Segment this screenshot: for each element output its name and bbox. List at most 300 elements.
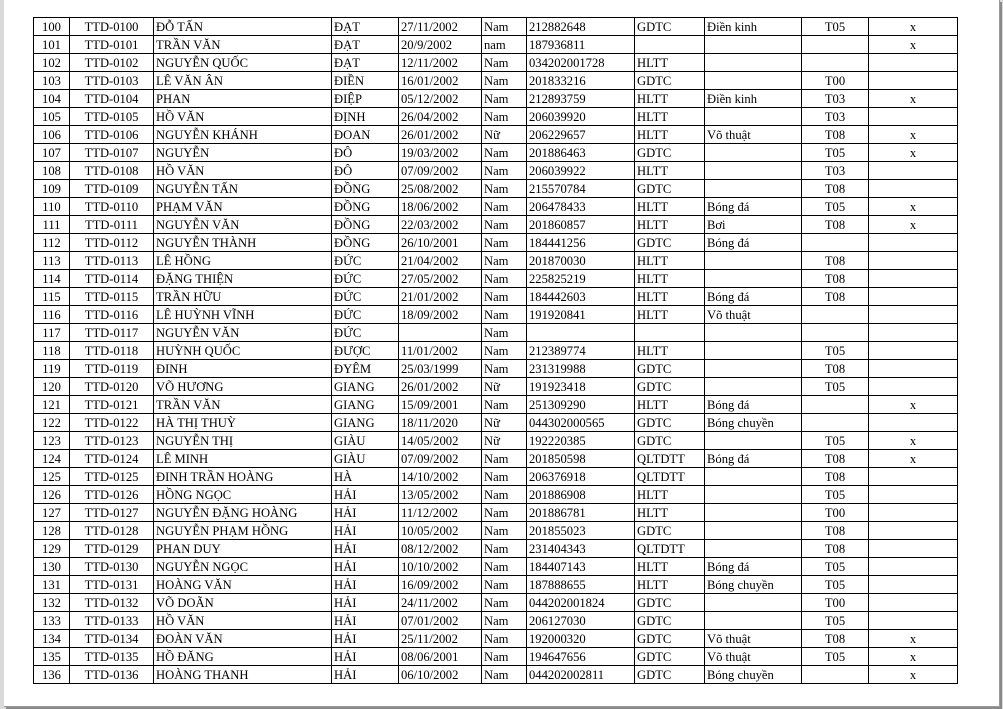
- student-code-cell: TTD-0117: [70, 324, 154, 342]
- first-name-cell: ĐƯỢC: [332, 342, 399, 360]
- student-code-cell: TTD-0127: [70, 504, 154, 522]
- sport-cell: [705, 72, 802, 90]
- group-cell: T08: [802, 270, 869, 288]
- student-code-cell: TTD-0122: [70, 414, 154, 432]
- table-row: [34, 108, 958, 126]
- first-name-cell: GIANG: [332, 396, 399, 414]
- major-cell: HLTT: [635, 486, 705, 504]
- major-cell: HLTT: [635, 54, 705, 72]
- sport-cell: [705, 522, 802, 540]
- first-name-cell: HÀ: [332, 468, 399, 486]
- student-code-cell: TTD-0101: [70, 36, 154, 54]
- sport-cell: [705, 54, 802, 72]
- student-code-cell: TTD-0113: [70, 252, 154, 270]
- student-code-cell: TTD-0109: [70, 180, 154, 198]
- last-name-cell: VÕ DOÃN: [154, 594, 332, 612]
- index-cell: 114: [34, 270, 70, 288]
- table-row: [34, 306, 958, 324]
- student-code-cell: TTD-0133: [70, 612, 154, 630]
- student-code-cell: TTD-0129: [70, 540, 154, 558]
- index-cell: 118: [34, 342, 70, 360]
- gender-cell: Nam: [482, 54, 527, 72]
- table-row: [34, 342, 958, 360]
- table-row: [34, 144, 958, 162]
- gender-cell: Nam: [482, 594, 527, 612]
- major-cell: HLTT: [635, 126, 705, 144]
- last-name-cell: LÊ MINH: [154, 450, 332, 468]
- student-code-cell: TTD-0107: [70, 144, 154, 162]
- index-cell: 107: [34, 144, 70, 162]
- mark-cell: x: [869, 144, 958, 162]
- mark-cell: x: [869, 432, 958, 450]
- last-name-cell: NGUYỄN QUỐC: [154, 54, 332, 72]
- major-cell: GDTC: [635, 666, 705, 684]
- table-row: [34, 450, 958, 468]
- group-cell: T05: [802, 648, 869, 666]
- id-number-cell: 192000320: [527, 630, 635, 648]
- index-cell: 121: [34, 396, 70, 414]
- first-name-cell: GIÀU: [332, 432, 399, 450]
- group-cell: T08: [802, 180, 869, 198]
- group-cell: [802, 324, 869, 342]
- group-cell: T08: [802, 360, 869, 378]
- id-number-cell: 191920841: [527, 306, 635, 324]
- student-code-cell: TTD-0131: [70, 576, 154, 594]
- mark-cell: [869, 612, 958, 630]
- birth-date-cell: 10/10/2002: [399, 558, 482, 576]
- group-cell: T08: [802, 540, 869, 558]
- student-code-cell: TTD-0123: [70, 432, 154, 450]
- index-cell: 129: [34, 540, 70, 558]
- sport-cell: Điền kinh: [705, 90, 802, 108]
- last-name-cell: ĐINH: [154, 360, 332, 378]
- group-cell: T08: [802, 252, 869, 270]
- table-row: [34, 594, 958, 612]
- birth-date-cell: 18/11/2020: [399, 414, 482, 432]
- id-number-cell: 206039920: [527, 108, 635, 126]
- student-code-cell: TTD-0115: [70, 288, 154, 306]
- major-cell: HLTT: [635, 90, 705, 108]
- gender-cell: Nữ: [482, 432, 527, 450]
- first-name-cell: GIANG: [332, 378, 399, 396]
- last-name-cell: HOÀNG THANH: [154, 666, 332, 684]
- mark-cell: x: [869, 666, 958, 684]
- last-name-cell: HOÀNG VĂN: [154, 576, 332, 594]
- gender-cell: Nam: [482, 648, 527, 666]
- birth-date-cell: 26/01/2002: [399, 126, 482, 144]
- mark-cell: x: [869, 90, 958, 108]
- gender-cell: nam: [482, 36, 527, 54]
- id-number-cell: 034202001728: [527, 54, 635, 72]
- birth-date-cell: 07/09/2002: [399, 162, 482, 180]
- id-number-cell: 044202002811: [527, 666, 635, 684]
- index-cell: 123: [34, 432, 70, 450]
- sport-cell: Võ thuật: [705, 126, 802, 144]
- last-name-cell: NGUYỄN PHẠM HỒNG: [154, 522, 332, 540]
- mark-cell: [869, 252, 958, 270]
- index-cell: 108: [34, 162, 70, 180]
- mark-cell: [869, 576, 958, 594]
- mark-cell: x: [869, 396, 958, 414]
- gender-cell: Nam: [482, 558, 527, 576]
- sport-cell: [705, 108, 802, 126]
- birth-date-cell: 08/12/2002: [399, 540, 482, 558]
- last-name-cell: HUỲNH QUỐC: [154, 342, 332, 360]
- last-name-cell: ĐOÀN VĂN: [154, 630, 332, 648]
- gender-cell: Nam: [482, 144, 527, 162]
- group-cell: T08: [802, 288, 869, 306]
- mark-cell: [869, 306, 958, 324]
- student-code-cell: TTD-0124: [70, 450, 154, 468]
- first-name-cell: HẢI: [332, 666, 399, 684]
- gender-cell: Nam: [482, 288, 527, 306]
- mark-cell: [869, 504, 958, 522]
- major-cell: QLTDTT: [635, 540, 705, 558]
- first-name-cell: ĐYÊM: [332, 360, 399, 378]
- id-number-cell: 212882648: [527, 18, 635, 36]
- first-name-cell: ĐỨC: [332, 270, 399, 288]
- birth-date-cell: 25/11/2002: [399, 630, 482, 648]
- birth-date-cell: 06/10/2002: [399, 666, 482, 684]
- student-code-cell: TTD-0111: [70, 216, 154, 234]
- index-cell: 125: [34, 468, 70, 486]
- major-cell: GDTC: [635, 522, 705, 540]
- gender-cell: Nam: [482, 306, 527, 324]
- major-cell: [635, 324, 705, 342]
- index-cell: 122: [34, 414, 70, 432]
- sport-cell: [705, 252, 802, 270]
- mark-cell: [869, 324, 958, 342]
- birth-date-cell: 25/03/1999: [399, 360, 482, 378]
- birth-date-cell: 16/01/2002: [399, 72, 482, 90]
- id-number-cell: 044302000565: [527, 414, 635, 432]
- first-name-cell: HẢI: [332, 504, 399, 522]
- first-name-cell: HẢI: [332, 630, 399, 648]
- group-cell: T00: [802, 594, 869, 612]
- major-cell: HLTT: [635, 288, 705, 306]
- sport-cell: [705, 144, 802, 162]
- student-code-cell: TTD-0105: [70, 108, 154, 126]
- major-cell: [635, 36, 705, 54]
- last-name-cell: NGUYỄN TẤN: [154, 180, 332, 198]
- birth-date-cell: 18/09/2002: [399, 306, 482, 324]
- table-row: [34, 162, 958, 180]
- table-row: [34, 234, 958, 252]
- first-name-cell: HẢI: [332, 558, 399, 576]
- last-name-cell: NGUYỄN KHÁNH: [154, 126, 332, 144]
- table-row: [34, 288, 958, 306]
- gender-cell: Nam: [482, 180, 527, 198]
- first-name-cell: HẢI: [332, 540, 399, 558]
- gender-cell: Nam: [482, 522, 527, 540]
- sport-cell: [705, 36, 802, 54]
- last-name-cell: HỒ VĂN: [154, 108, 332, 126]
- major-cell: HLTT: [635, 342, 705, 360]
- sport-cell: Bóng đá: [705, 234, 802, 252]
- gender-cell: Nam: [482, 342, 527, 360]
- birth-date-cell: 10/05/2002: [399, 522, 482, 540]
- group-cell: T08: [802, 126, 869, 144]
- sport-cell: Võ thuật: [705, 630, 802, 648]
- index-cell: 109: [34, 180, 70, 198]
- major-cell: GDTC: [635, 630, 705, 648]
- gender-cell: Nam: [482, 396, 527, 414]
- first-name-cell: HẢI: [332, 594, 399, 612]
- birth-date-cell: 24/11/2002: [399, 594, 482, 612]
- first-name-cell: ĐỨC: [332, 324, 399, 342]
- id-number-cell: 187936811: [527, 36, 635, 54]
- last-name-cell: ĐỖ TẤN: [154, 18, 332, 36]
- last-name-cell: PHẠM VĂN: [154, 198, 332, 216]
- group-cell: T08: [802, 450, 869, 468]
- table-row: [34, 558, 958, 576]
- major-cell: HLTT: [635, 198, 705, 216]
- last-name-cell: LÊ HUỲNH VĨNH: [154, 306, 332, 324]
- gender-cell: Nam: [482, 468, 527, 486]
- index-cell: 126: [34, 486, 70, 504]
- major-cell: HLTT: [635, 108, 705, 126]
- table-row: [34, 630, 958, 648]
- last-name-cell: NGUYỄN THỊ: [154, 432, 332, 450]
- gender-cell: Nam: [482, 486, 527, 504]
- student-code-cell: TTD-0130: [70, 558, 154, 576]
- gender-cell: Nam: [482, 666, 527, 684]
- table-row: [34, 54, 958, 72]
- last-name-cell: TRẦN VĂN: [154, 36, 332, 54]
- index-cell: 110: [34, 198, 70, 216]
- id-number-cell: 215570784: [527, 180, 635, 198]
- mark-cell: [869, 180, 958, 198]
- id-number-cell: 206376918: [527, 468, 635, 486]
- last-name-cell: NGUYỄN THÀNH: [154, 234, 332, 252]
- id-number-cell: 201886781: [527, 504, 635, 522]
- mark-cell: [869, 270, 958, 288]
- index-cell: 134: [34, 630, 70, 648]
- id-number-cell: 192220385: [527, 432, 635, 450]
- student-roster-table: [33, 17, 958, 684]
- student-code-cell: TTD-0118: [70, 342, 154, 360]
- table-row: [34, 126, 958, 144]
- gender-cell: Nữ: [482, 126, 527, 144]
- index-cell: 115: [34, 288, 70, 306]
- group-cell: [802, 234, 869, 252]
- sport-cell: [705, 612, 802, 630]
- sport-cell: Bóng đá: [705, 450, 802, 468]
- index-cell: 133: [34, 612, 70, 630]
- index-cell: 131: [34, 576, 70, 594]
- mark-cell: [869, 108, 958, 126]
- mark-cell: [869, 594, 958, 612]
- birth-date-cell: 12/11/2002: [399, 54, 482, 72]
- birth-date-cell: 13/05/2002: [399, 486, 482, 504]
- birth-date-cell: 26/04/2002: [399, 108, 482, 126]
- last-name-cell: LÊ VĂN ÂN: [154, 72, 332, 90]
- first-name-cell: HẢI: [332, 576, 399, 594]
- index-cell: 113: [34, 252, 70, 270]
- major-cell: HLTT: [635, 576, 705, 594]
- mark-cell: [869, 414, 958, 432]
- id-number-cell: 201886908: [527, 486, 635, 504]
- birth-date-cell: 14/10/2002: [399, 468, 482, 486]
- student-code-cell: TTD-0120: [70, 378, 154, 396]
- last-name-cell: NGUYỄN ĐẶNG HOÀNG: [154, 504, 332, 522]
- id-number-cell: 225825219: [527, 270, 635, 288]
- gender-cell: Nam: [482, 504, 527, 522]
- student-code-cell: TTD-0132: [70, 594, 154, 612]
- group-cell: T05: [802, 612, 869, 630]
- table-row: [34, 18, 958, 36]
- id-number-cell: 206127030: [527, 612, 635, 630]
- group-cell: T08: [802, 468, 869, 486]
- sport-cell: Điền kinh: [705, 18, 802, 36]
- id-number-cell: 212389774: [527, 342, 635, 360]
- major-cell: GDTC: [635, 72, 705, 90]
- group-cell: T05: [802, 144, 869, 162]
- table-row: [34, 486, 958, 504]
- gender-cell: Nam: [482, 612, 527, 630]
- sport-cell: [705, 486, 802, 504]
- first-name-cell: ĐIỀN: [332, 72, 399, 90]
- last-name-cell: HỒ VĂN: [154, 612, 332, 630]
- sport-cell: Bóng đá: [705, 558, 802, 576]
- id-number-cell: 201860857: [527, 216, 635, 234]
- sport-cell: [705, 432, 802, 450]
- major-cell: GDTC: [635, 360, 705, 378]
- birth-date-cell: 11/01/2002: [399, 342, 482, 360]
- first-name-cell: ĐOAN: [332, 126, 399, 144]
- major-cell: HLTT: [635, 558, 705, 576]
- index-cell: 136: [34, 666, 70, 684]
- student-code-cell: TTD-0126: [70, 486, 154, 504]
- group-cell: T05: [802, 18, 869, 36]
- last-name-cell: TRẦN HỮU: [154, 288, 332, 306]
- group-cell: T05: [802, 432, 869, 450]
- table-row: [34, 270, 958, 288]
- major-cell: GDTC: [635, 378, 705, 396]
- index-cell: 117: [34, 324, 70, 342]
- student-code-cell: TTD-0125: [70, 468, 154, 486]
- birth-date-cell: 11/12/2002: [399, 504, 482, 522]
- major-cell: GDTC: [635, 414, 705, 432]
- birth-date-cell: 18/06/2002: [399, 198, 482, 216]
- major-cell: HLTT: [635, 504, 705, 522]
- index-cell: 116: [34, 306, 70, 324]
- first-name-cell: ĐÔ: [332, 162, 399, 180]
- group-cell: [802, 414, 869, 432]
- gender-cell: Nam: [482, 234, 527, 252]
- mark-cell: [869, 162, 958, 180]
- first-name-cell: ĐẠT: [332, 18, 399, 36]
- birth-date-cell: 26/01/2002: [399, 378, 482, 396]
- index-cell: 105: [34, 108, 70, 126]
- id-number-cell: 194647656: [527, 648, 635, 666]
- group-cell: T00: [802, 72, 869, 90]
- first-name-cell: ĐỒNG: [332, 234, 399, 252]
- gender-cell: Nam: [482, 360, 527, 378]
- first-name-cell: ĐỨC: [332, 288, 399, 306]
- first-name-cell: GIÀU: [332, 450, 399, 468]
- student-code-cell: TTD-0116: [70, 306, 154, 324]
- last-name-cell: NGUYỄN: [154, 144, 332, 162]
- birth-date-cell: 20/9/2002: [399, 36, 482, 54]
- table-row: [34, 576, 958, 594]
- table-row: [34, 468, 958, 486]
- student-code-cell: TTD-0114: [70, 270, 154, 288]
- major-cell: HLTT: [635, 216, 705, 234]
- mark-cell: x: [869, 216, 958, 234]
- id-number-cell: 201870030: [527, 252, 635, 270]
- major-cell: GDTC: [635, 648, 705, 666]
- table-row: [34, 72, 958, 90]
- gender-cell: Nam: [482, 450, 527, 468]
- id-number-cell: 184407143: [527, 558, 635, 576]
- last-name-cell: TRẦN VĂN: [154, 396, 332, 414]
- sport-cell: Bóng đá: [705, 396, 802, 414]
- first-name-cell: ĐÔ: [332, 144, 399, 162]
- index-cell: 103: [34, 72, 70, 90]
- gender-cell: Nam: [482, 324, 527, 342]
- gender-cell: Nam: [482, 18, 527, 36]
- gender-cell: Nam: [482, 630, 527, 648]
- sport-cell: [705, 342, 802, 360]
- index-cell: 119: [34, 360, 70, 378]
- last-name-cell: HỒ ĐĂNG: [154, 648, 332, 666]
- table-row: [34, 36, 958, 54]
- birth-date-cell: 14/05/2002: [399, 432, 482, 450]
- group-cell: T05: [802, 378, 869, 396]
- id-number-cell: 201886463: [527, 144, 635, 162]
- birth-date-cell: 22/03/2002: [399, 216, 482, 234]
- student-code-cell: TTD-0108: [70, 162, 154, 180]
- first-name-cell: ĐỒNG: [332, 216, 399, 234]
- birth-date-cell: 27/05/2002: [399, 270, 482, 288]
- index-cell: 120: [34, 378, 70, 396]
- mark-cell: [869, 288, 958, 306]
- mark-cell: x: [869, 126, 958, 144]
- student-code-cell: TTD-0136: [70, 666, 154, 684]
- sport-cell: Bóng đá: [705, 288, 802, 306]
- major-cell: HLTT: [635, 270, 705, 288]
- student-code-cell: TTD-0106: [70, 126, 154, 144]
- last-name-cell: PHAN: [154, 90, 332, 108]
- gender-cell: Nam: [482, 108, 527, 126]
- id-number-cell: 184442603: [527, 288, 635, 306]
- first-name-cell: HẢI: [332, 522, 399, 540]
- sport-cell: [705, 594, 802, 612]
- index-cell: 102: [34, 54, 70, 72]
- sport-cell: [705, 378, 802, 396]
- major-cell: GDTC: [635, 18, 705, 36]
- first-name-cell: ĐỒNG: [332, 180, 399, 198]
- id-number-cell: 191923418: [527, 378, 635, 396]
- last-name-cell: HÀ THỊ THUỲ: [154, 414, 332, 432]
- table-row: [34, 360, 958, 378]
- group-cell: T03: [802, 108, 869, 126]
- last-name-cell: HỒ VĂN: [154, 162, 332, 180]
- student-code-cell: TTD-0100: [70, 18, 154, 36]
- group-cell: T08: [802, 630, 869, 648]
- birth-date-cell: 25/08/2002: [399, 180, 482, 198]
- last-name-cell: LÊ HỒNG: [154, 252, 332, 270]
- mark-cell: x: [869, 18, 958, 36]
- id-number-cell: 231319988: [527, 360, 635, 378]
- table-row: [34, 666, 958, 684]
- table-row: [34, 396, 958, 414]
- table-row: [34, 90, 958, 108]
- student-code-cell: TTD-0121: [70, 396, 154, 414]
- id-number-cell: 206478433: [527, 198, 635, 216]
- id-number-cell: 201833216: [527, 72, 635, 90]
